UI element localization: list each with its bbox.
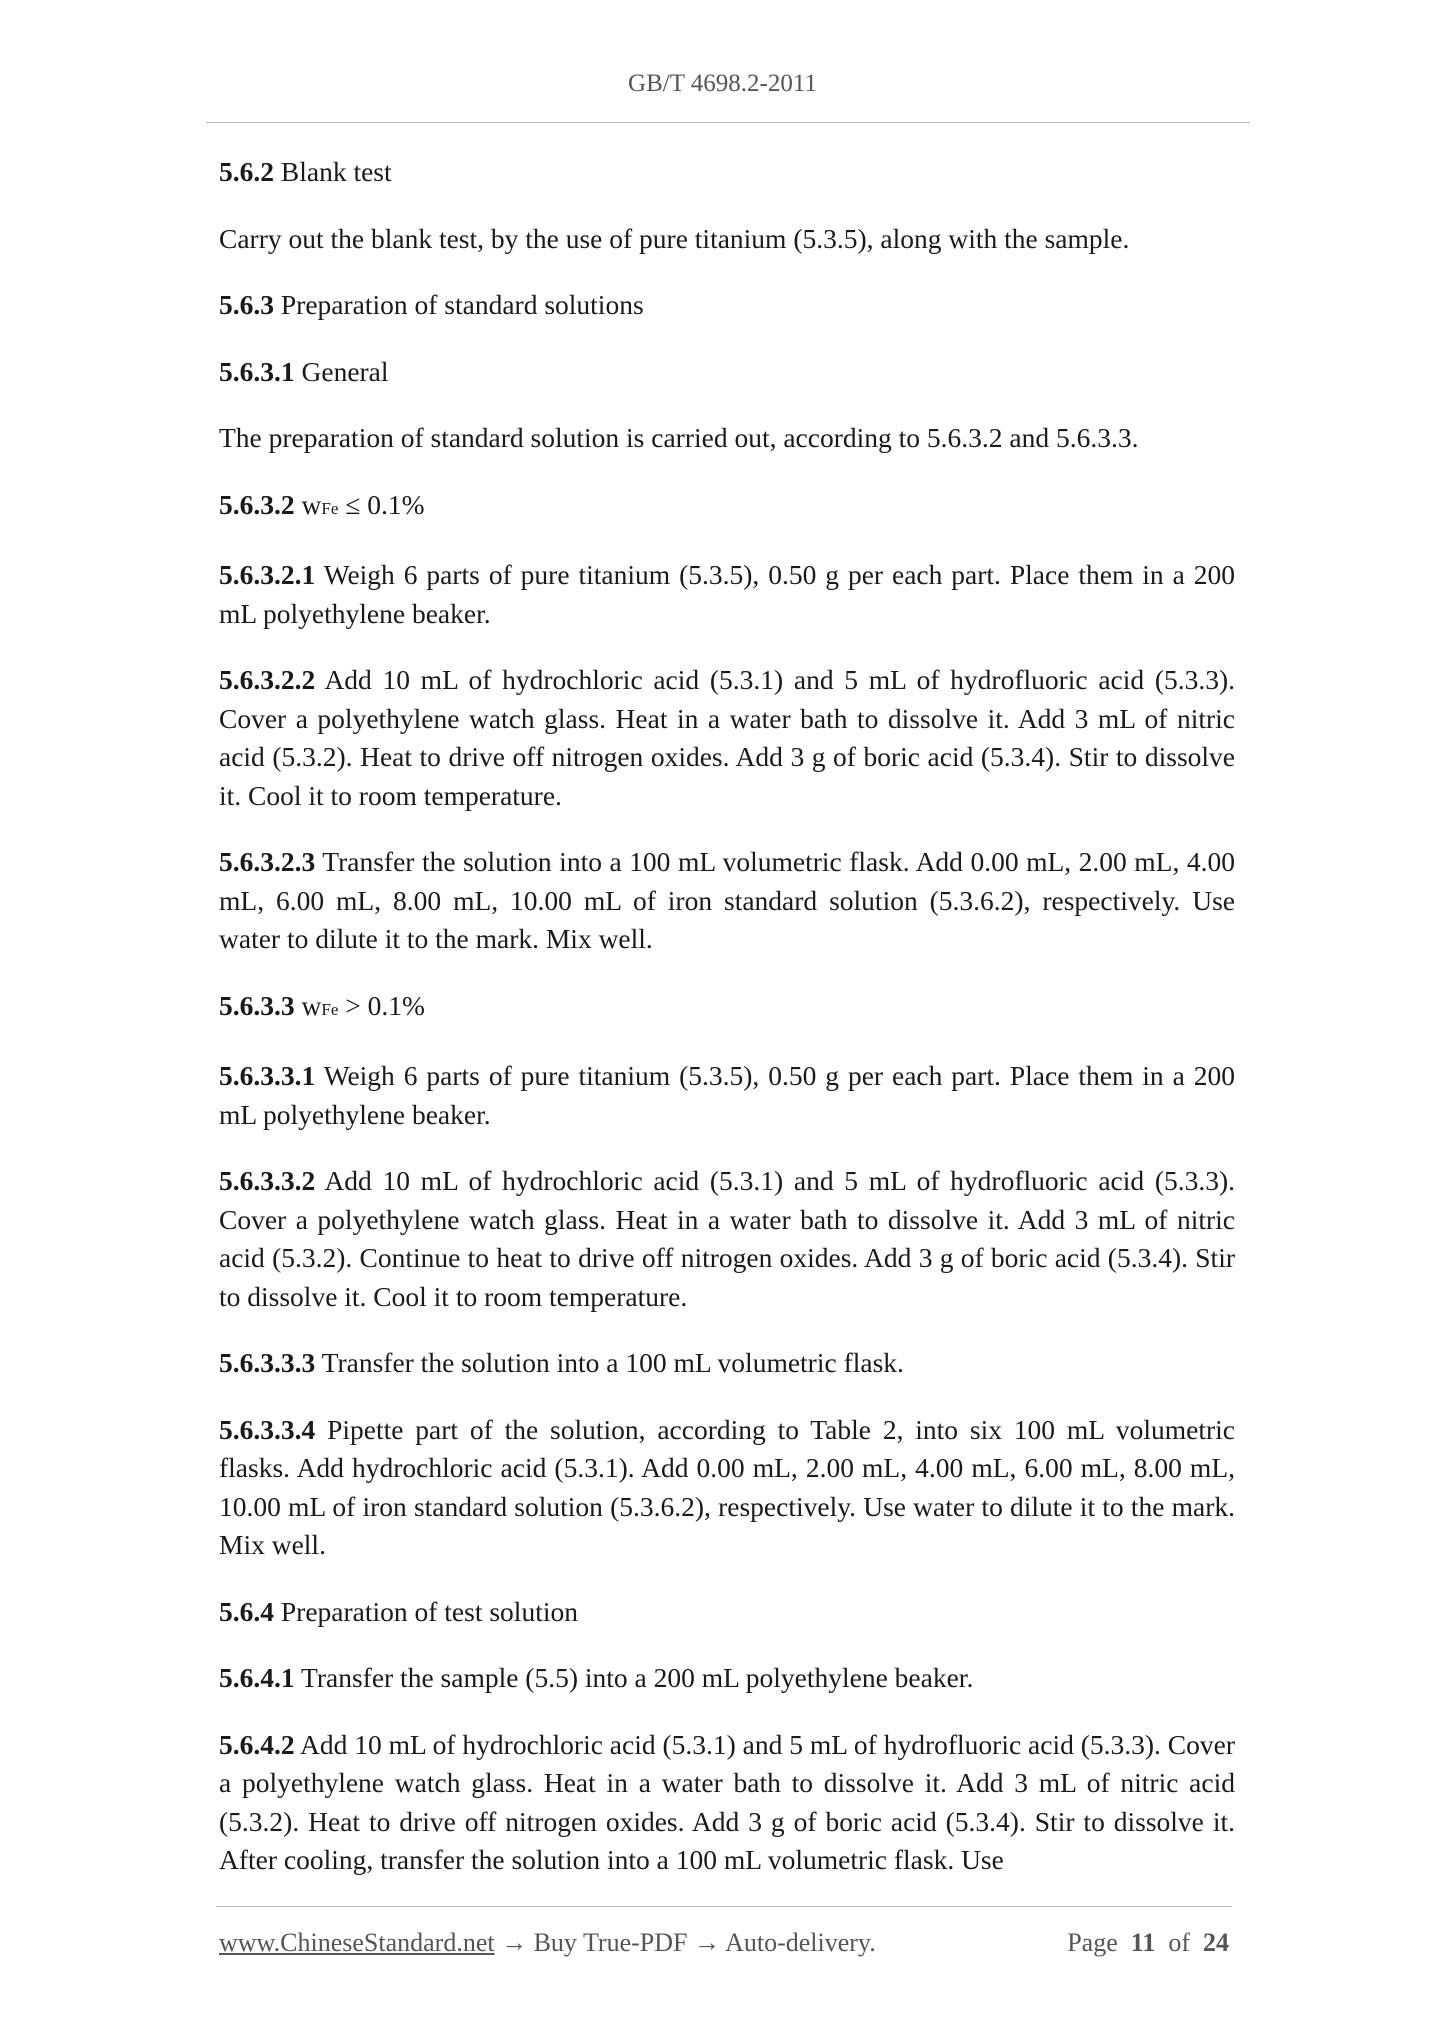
paragraph: [219, 661, 1235, 815]
paragraph: [219, 1726, 1235, 1880]
clause-number: 5.6.3: [219, 289, 274, 320]
clause-number: 5.6.3.3: [219, 989, 295, 1021]
clause-number: 5.6.3.3.3: [219, 1347, 316, 1378]
clause-text: The preparation of standard solution is carried out, according to 5.6.3.2 and 5.6.3.3.: [219, 422, 1139, 453]
page-number: 11: [1130, 1928, 1156, 1957]
paragraph: [219, 419, 1235, 458]
clause-text: Transfer the sample (5.5) into a 200 mL polyethylene beaker.: [301, 1662, 974, 1693]
clause-text: Pipette part of the solution, according to Table 2, into six 100 mL volumetric flasks. Add hydrochloric acid (5.3.1). Add 0.00 mL, 2.00 mL, 4.00 mL, 6.00 mL, 8.00 mL, 10.00 mL of iron standard solution (5.3.6.2), respectively. Use water to dilute it to the mark. Mix well.: [219, 1413, 1235, 1560]
page-label: Page: [1067, 1928, 1118, 1957]
buy-pdf-text: Buy True-PDF: [533, 1928, 688, 1957]
paragraph: [219, 1162, 1235, 1316]
clause-text: Transfer the solution into a 100 mL volumetric flask.: [321, 1347, 904, 1378]
paragraph: [219, 1659, 1235, 1698]
clause-number: 5.6.4.2: [219, 1728, 295, 1760]
clause-number: 5.6.3.2.2: [219, 664, 316, 695]
arrow-right-icon: →: [501, 1928, 528, 1957]
mass-fraction-subscript: Fe: [321, 999, 339, 1019]
clause-text: Weigh 6 parts of pure titanium (5.3.5), 0.50 g per each part. Place them in a 200 mL polyethylene beaker.: [219, 1060, 1235, 1130]
clause-number: 5.6.3.1: [219, 355, 295, 387]
mass-fraction-subscript: Fe: [321, 498, 339, 518]
header-divider: [206, 122, 1250, 123]
document-header: GB/T 4698.2-2011: [628, 70, 817, 97]
footer-promo: [219, 1926, 876, 1960]
clause-text: General: [301, 355, 389, 387]
mass-fraction-symbol: w: [301, 488, 322, 520]
clause-number: 5.6.3.2.1: [219, 559, 316, 590]
clause-text: Weigh 6 parts of pure titanium (5.3.5), 0.50 g per each part. Place them in a 200 mL polyethylene beaker.: [219, 559, 1235, 629]
paragraph: [219, 1344, 1235, 1383]
section-heading: [219, 486, 1235, 529]
clause-number: 5.6.3.3.1: [219, 1060, 316, 1091]
clause-number: 5.6.3.2: [219, 488, 295, 520]
clause-number: 5.6.3.3.2: [219, 1165, 316, 1196]
website-link[interactable]: www.ChineseStandard.net: [219, 1928, 495, 1957]
footer-divider: [216, 1906, 1232, 1907]
clause-text: Add 10 mL of hydrochloric acid (5.3.1) and 5 mL of hydrofluoric acid (5.3.3). Cover a polyethylene watch glass. Heat in a water bath to dissolve it. Add 3 mL of nitric acid (5.3.2). Continue to heat to drive off nitrogen oxides. Add 3 g of boric acid (5.3.4). Stir to dissolve it. Cool it to room temperature.: [219, 1165, 1236, 1312]
section-heading: [219, 1593, 1235, 1632]
clause-text: Preparation of standard solutions: [280, 289, 644, 320]
auto-delivery-text: Auto-delivery.: [725, 1928, 876, 1957]
of-label: of: [1168, 1928, 1190, 1957]
section-heading: [219, 987, 1235, 1030]
mass-fraction-symbol: w: [301, 989, 322, 1021]
clause-text: Blank test: [280, 156, 392, 187]
paragraph: [219, 843, 1235, 959]
paragraph: [219, 556, 1235, 633]
clause-text: Preparation of test solution: [280, 1595, 578, 1627]
section-heading: [219, 286, 1235, 325]
clause-text: Add 10 mL of hydrochloric acid (5.3.1) and 5 mL of hydrofluoric acid (5.3.3). Cover a polyethylene watch glass. Heat in a water bath to dissolve it. Add 3 mL of nitric acid (5.3.2). Heat to drive off nitrogen oxides. Add 3 g of boric acid (5.3.4). Stir to dissolve it. Cool it to room temperature.: [219, 664, 1236, 811]
clause-number: 5.6.3.2.3: [219, 846, 316, 877]
clause-number: 5.6.4.1: [219, 1662, 295, 1693]
clause-text: > 0.1%: [345, 989, 425, 1021]
paragraph: [219, 1057, 1235, 1134]
clause-text: Add 10 mL of hydrochloric acid (5.3.1) and 5 mL of hydrofluoric acid (5.3.3). Cover a polyethylene watch glass. Heat in a water bath to dissolve it. Add 3 mL of nitric acid (5.3.2). Heat to drive off nitrogen oxides. Add 3 g of boric acid (5.3.4). Stir to dissolve it. After cooling, transfer the solution into a 100 mL volumetric flask. Use: [219, 1728, 1235, 1875]
clause-number: 5.6.3.3.4: [219, 1413, 316, 1445]
page-indicator: [1067, 1926, 1229, 1960]
clause-text: Carry out the blank test, by the use of pure titanium (5.3.5), along with the sample.: [219, 222, 1130, 254]
page-total: 24: [1203, 1928, 1229, 1957]
arrow-right-icon: →: [694, 1928, 720, 1957]
document-body: [219, 153, 1235, 1908]
clause-text: ≤ 0.1%: [345, 488, 425, 520]
paragraph: [219, 220, 1235, 259]
clause-number: 5.6.2: [219, 156, 274, 187]
section-heading: [219, 153, 1235, 192]
clause-number: 5.6.4: [219, 1595, 274, 1627]
section-heading: [219, 353, 1235, 392]
paragraph: [219, 1411, 1235, 1565]
clause-text: Transfer the solution into a 100 mL volumetric flask. Add 0.00 mL, 2.00 mL, 4.00 mL, 6.00 mL, 8.00 mL, 10.00 mL of iron standard solution (5.3.6.2), respectively. Use water to dilute it to the mark. Mix well.: [219, 846, 1235, 954]
